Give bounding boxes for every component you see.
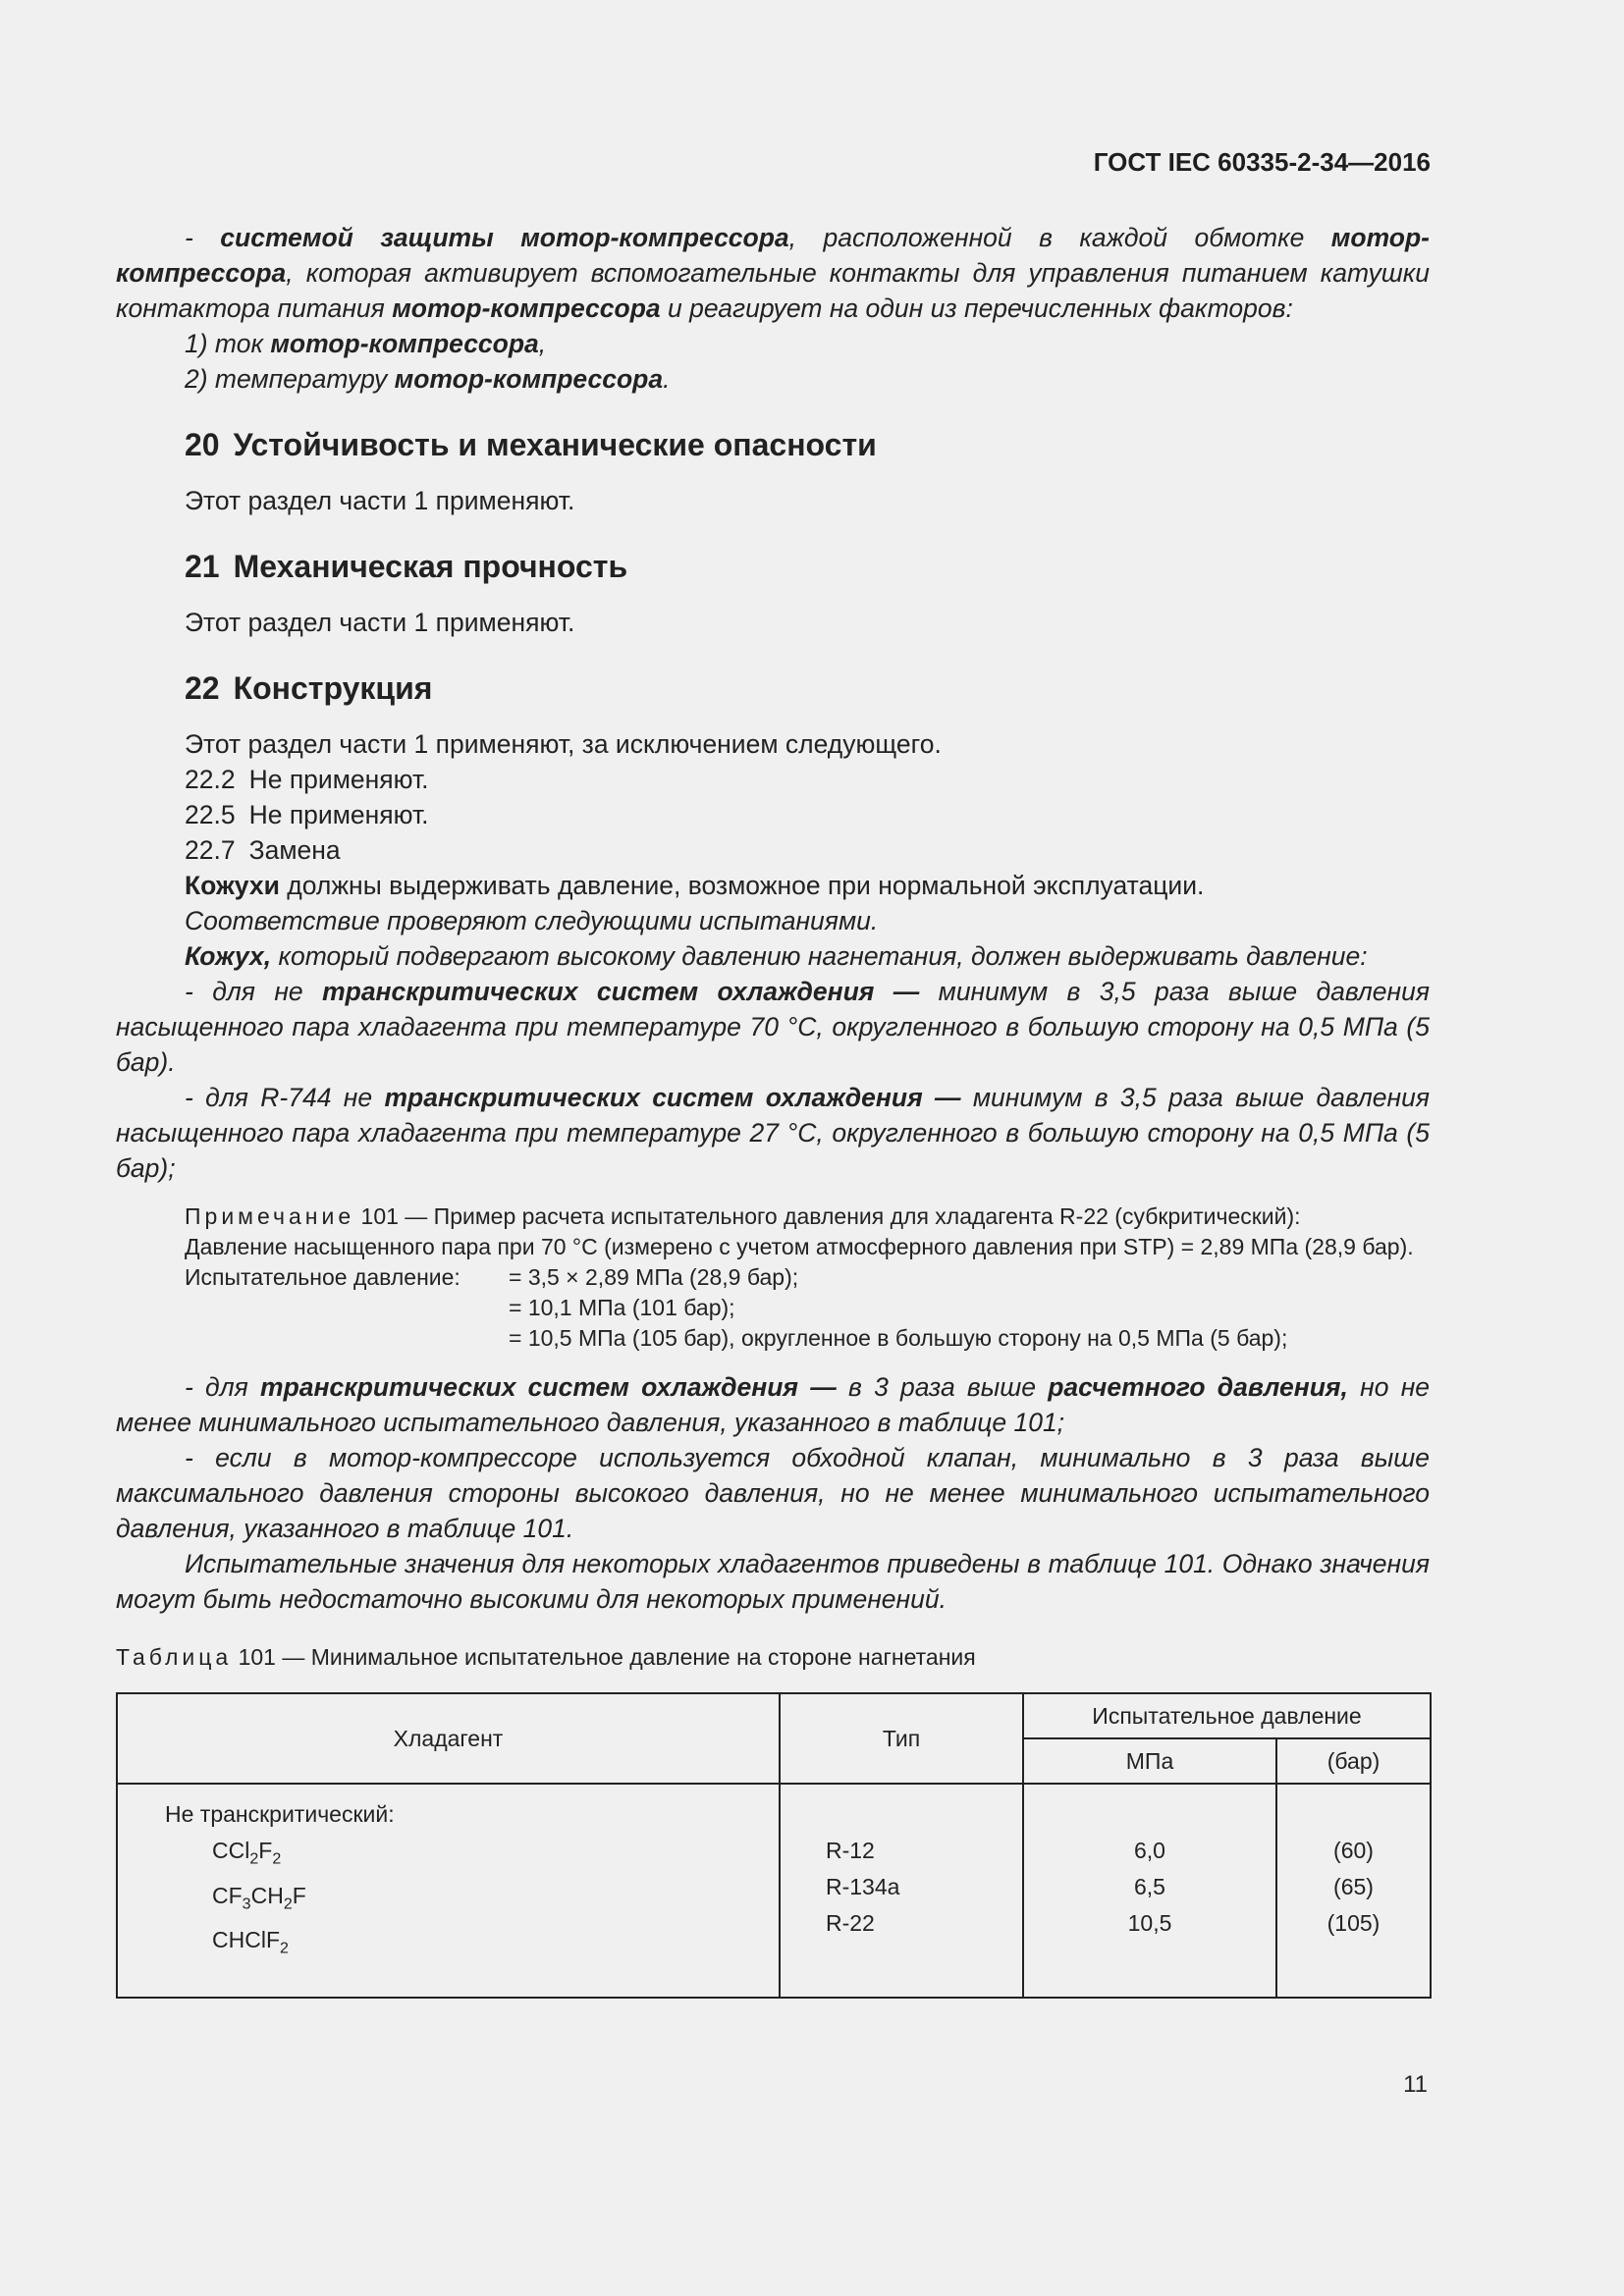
group-label: Не транскритический: bbox=[165, 1801, 395, 1827]
type-cell: R-134a bbox=[826, 1874, 900, 1899]
mpa-cell: 6,0 bbox=[1134, 1838, 1165, 1863]
note-calc-2: = 10,1 МПа (101 бар); bbox=[509, 1295, 735, 1320]
formula-r12: $CCl_2F_2$ bbox=[212, 1838, 282, 1868]
bullet-non-transcritical: - для не транскритических систем охлаждения — минимум в 3,5 раза выше давления насыщенного пара хладагента при температуре 70 °С, округленного в большую сторону на 0,5 МПа (5 бар). bbox=[116, 977, 1430, 1077]
note-label: Примечание bbox=[185, 1203, 355, 1229]
col-type: Тип bbox=[780, 1693, 1023, 1784]
col-bar: (бар) bbox=[1276, 1738, 1431, 1784]
closing-paragraph: Испытательные значения для некоторых хладагентов приведены в таблице 101. Однако значения могут быть недостаточно высокими для некоторых применений. bbox=[116, 1549, 1430, 1614]
mpa-cell: 6,5 bbox=[1134, 1874, 1165, 1899]
type-cell: R-12 bbox=[826, 1838, 875, 1863]
clause-22-2: 22.2 Не применяют. bbox=[185, 765, 429, 794]
casing-test-intro: Кожух, который подвергают высокому давлению нагнетания, должен выдерживать давление: bbox=[185, 941, 1368, 971]
intro-item-2: 2) температуру мотор-компрессора. bbox=[185, 364, 671, 394]
col-test-pressure: Испытательное давление bbox=[1023, 1693, 1431, 1738]
section-20-text: Этот раздел части 1 применяют. bbox=[185, 486, 575, 515]
note-calc-label: Испытательное давление: bbox=[185, 1264, 460, 1290]
note-101: Примечание 101 — Пример расчета испытательного давления для хладагента R-22 (субкритический): Давление насыщенного пара при 70 °С (измерено с учетом атмосферного давления при STP) = 2,89 МПа (28,9 бар). Испытательное давление: = 3,5 × 2,89 МПа (28,9 бар); = 10,1 МПа (101 бар); = 10,5 МПа (105 бар), округленное в большую сторону на 0,5 МПа (5 бар); bbox=[116, 1201, 1430, 1354]
document-id: ГОСТ IEC 60335-2-34—2016 bbox=[1093, 147, 1431, 177]
compliance-statement: Соответствие проверяют следующими испытаниями. bbox=[185, 906, 879, 935]
formula-r134a: $CF_3CH_2F$ bbox=[212, 1882, 306, 1913]
col-refrigerant: Хладагент bbox=[117, 1693, 780, 1784]
document-body bbox=[116, 220, 1430, 1999]
type-cell: R-22 bbox=[826, 1910, 875, 1936]
pressure-table bbox=[116, 1692, 1432, 1999]
bullet-r744: - для R-744 не транскритических систем охлаждения — минимум в 3,5 раза выше давления насыщенного пара хладагента при температуре 27 °С, округленного в большую сторону на 0,5 МПа (5 бар); bbox=[116, 1083, 1430, 1183]
note-calc-3: = 10,5 МПа (105 бар), округленное в большую сторону на 0,5 МПа (5 бар); bbox=[509, 1325, 1288, 1351]
casings-requirement: Кожухи должны выдерживать давление, возможное при нормальной эксплуатации. bbox=[185, 871, 1205, 900]
bar-cell: (65) bbox=[1333, 1874, 1374, 1899]
note-saturated-pressure: Давление насыщенного пара при 70 °С (измерено с учетом атмосферного давления при STP) = 2,89 МПа (28,9 бар). bbox=[185, 1234, 1414, 1259]
section-20-heading: 20 Устойчивость и механические опасности bbox=[185, 427, 877, 462]
formula-r22: CHClF$_2$ bbox=[212, 1927, 289, 1957]
table-row bbox=[117, 1784, 1431, 1998]
page-number: 11 bbox=[1403, 2071, 1428, 2098]
bar-cell: (60) bbox=[1333, 1838, 1374, 1863]
bullet-bypass-valve: - если в мотор-компрессоре используется обходной клапан, минимально в 3 раза выше максимального давления стороны высокого давления, но не менее минимального испытательного давления, указанного в таблице 101. bbox=[116, 1443, 1430, 1543]
col-mpa: МПа bbox=[1023, 1738, 1276, 1784]
bullet-transcritical: - для транскритических систем охлаждения — в 3 раза выше расчетного давления, но не менее минимального испытательного давления, указанного в таблице 101; bbox=[116, 1372, 1431, 1437]
clause-22-5: 22.5 Не применяют. bbox=[185, 800, 429, 829]
intro-paragraph: - системой защиты мотор-компрессора, расположенной в каждой обмотке мотор-компрессора, которая активирует вспомогательные контакты для управления питанием катушки контактора питания мотор-компрессора и реагирует на один из перечисленных факторов: bbox=[116, 223, 1430, 323]
bar-cell: (105) bbox=[1326, 1910, 1380, 1936]
section-21-heading: 21 Механическая прочность bbox=[185, 549, 628, 584]
clause-22-7: 22.7 Замена bbox=[185, 835, 341, 865]
section-22-intro: Этот раздел части 1 применяют, за исключением следующего. bbox=[185, 729, 942, 759]
intro-item-1: 1) ток мотор-компрессора, bbox=[185, 329, 547, 358]
section-21-text: Этот раздел части 1 применяют. bbox=[185, 608, 575, 637]
mpa-cell: 10,5 bbox=[1127, 1910, 1172, 1936]
table-caption: Таблица 101 — Минимальное испытательное давление на стороне нагнетания bbox=[116, 1644, 976, 1670]
section-22-heading: 22 Конструкция bbox=[185, 670, 433, 706]
